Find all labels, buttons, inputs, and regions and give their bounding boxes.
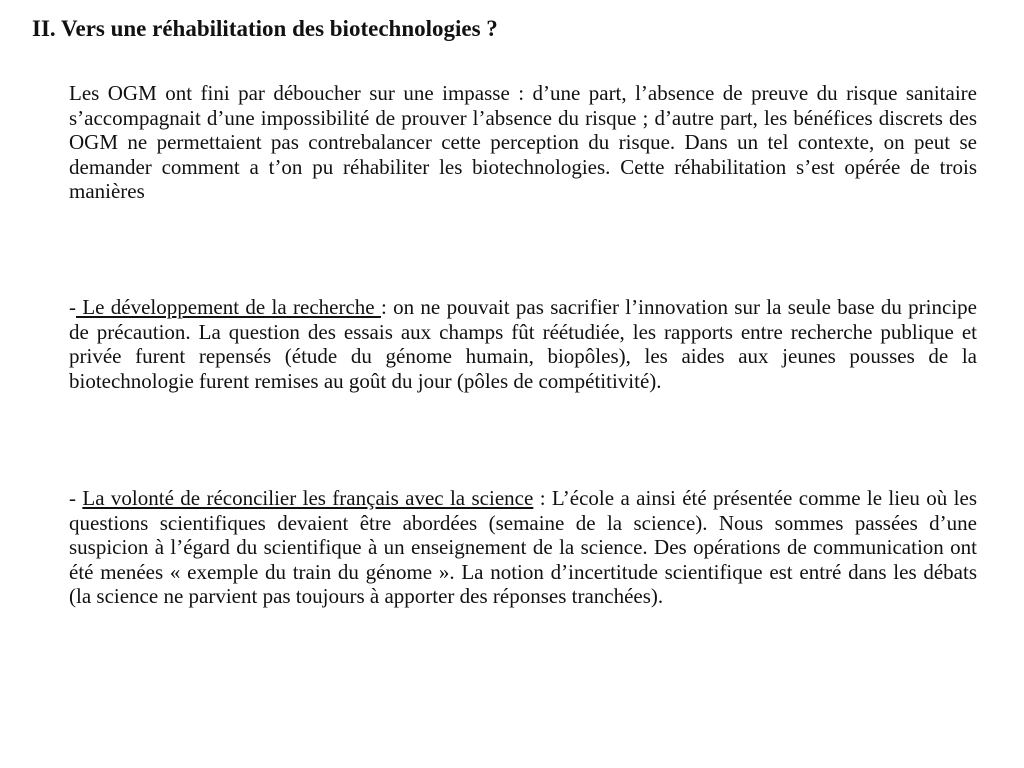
point-science-dash: - <box>69 486 83 510</box>
point-research-title: Le développement de la recherche <box>76 295 381 319</box>
point-science-paragraph <box>69 486 977 609</box>
point-science-text: : L’école a ainsi été présentée comme le lieu où les questions scientifiques devaient être abordées (semaine de la science). Nous sommes passées d’une suspicion à l’égard du scientifique à un enseignement de la science. Des opérations de communication ont été menées « exemple du train du génome ». La notion d’incertitude scientifique est entré dans les débats (la science ne parvient pas toujours à apporter des réponses tranchées). <box>69 486 977 608</box>
section-heading: II. Vers une réhabilitation des biotechnologies ? <box>32 16 498 41</box>
point-research-dash: - <box>69 295 76 319</box>
point-research-paragraph <box>69 295 977 393</box>
point-research-text: : on ne pouvait pas sacrifier l’innovation sur la seule base du principe de précaution. La question des essais aux champs fût réétudiée, les rapports entre recherche publique et privée furent repensés (étude du génome humain, biopôles), les aides aux jeunes pousses de la biotechnologie furent remises au goût du jour (pôles de compétitivité). <box>69 295 977 393</box>
intro-paragraph: Les OGM ont fini par déboucher sur une impasse : d’une part, l’absence de preuve du risque sanitaire s’accompagnait d’une impossibilité de prouver l’absence du risque ; d’autre part, les bénéfices discrets des OGM ne permettaient pas contrebalancer cette perception du risque. Dans un tel contexte, on peut se demander comment a t’on pu réhabiliter les biotechnologies. Cette réhabilitation s’est opérée de trois manières <box>69 81 977 203</box>
point-science-title: La volonté de réconcilier les français avec la science <box>82 486 534 510</box>
